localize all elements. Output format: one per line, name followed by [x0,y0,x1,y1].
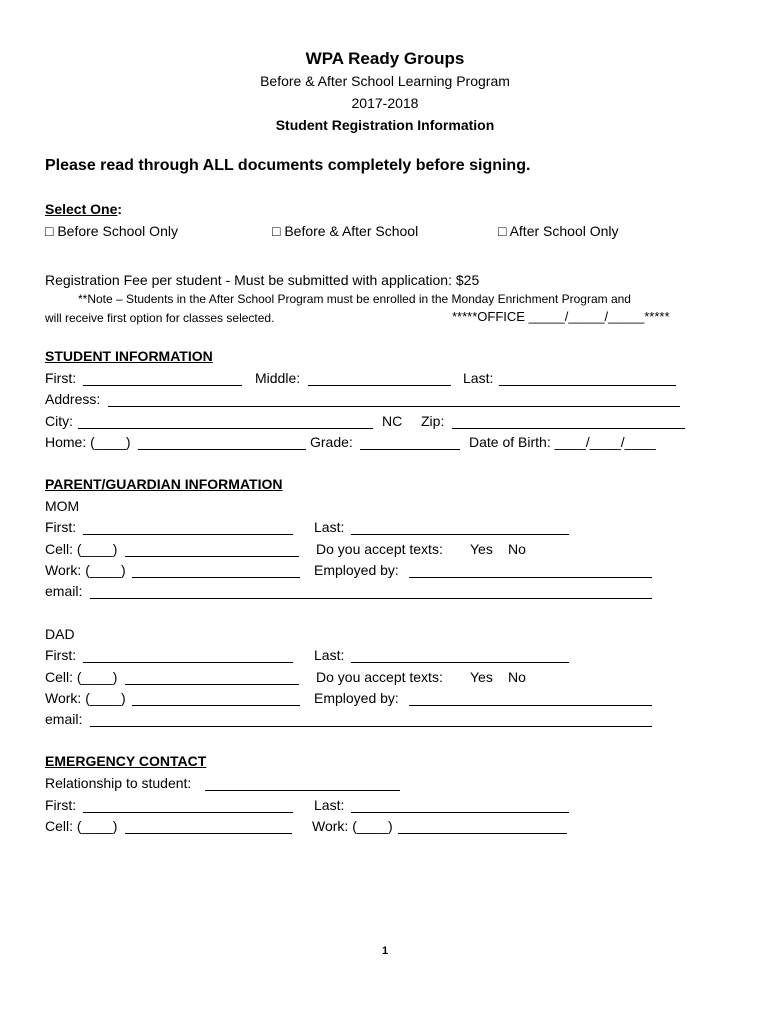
dad-employer-field[interactable] [409,705,652,706]
dad-cell-label: Cell: (____) [45,669,118,685]
dad-label: DAD [45,626,75,642]
mom-label: MOM [45,498,80,514]
student-last-label: Last: [463,370,494,386]
option-after-school[interactable]: □ After School Only [498,223,619,239]
emergency-work-field[interactable] [398,833,567,834]
state-label: NC [382,413,403,429]
mom-work-field[interactable] [132,577,300,578]
dad-work-field[interactable] [132,705,300,706]
school-year: 2017-2018 [351,95,419,111]
parent-info-heading: PARENT/GUARDIAN INFORMATION [45,476,283,492]
mom-email-field[interactable] [90,598,652,599]
dad-texts-label: Do you accept texts: [316,669,443,685]
dad-texts-yes[interactable]: Yes [470,669,493,685]
mom-cell-label: Cell: (____) [45,541,118,557]
zip-label: Zip: [421,413,445,429]
zip-field[interactable] [452,428,685,429]
emergency-first-field[interactable] [83,812,293,813]
emergency-last-label: Last: [314,797,345,813]
student-first-field[interactable] [83,385,242,386]
form-title: WPA Ready Groups [305,49,465,68]
emergency-cell-field[interactable] [125,833,292,834]
option-before-school[interactable]: □ Before School Only [45,223,178,239]
signing-notice: Please read through ALL documents completely before signing. [45,157,531,174]
mom-first-field[interactable] [83,534,293,535]
dad-first-label: First: [45,647,77,663]
page-number: 1 [381,945,389,957]
mom-email-label: email: [45,583,83,599]
dad-cell-field[interactable] [125,684,299,685]
program-subtitle: Before & After School Learning Program [260,73,510,89]
student-last-field[interactable] [499,385,676,386]
mom-employer-field[interactable] [409,577,652,578]
home-phone-field[interactable] [138,449,306,450]
option-before-after-school[interactable]: □ Before & After School [272,223,419,239]
home-phone-label: Home: (____) [45,434,131,450]
registration-fee: Registration Fee per student - Must be submitted with application: $25 [45,272,480,288]
student-info-heading: STUDENT INFORMATION [45,348,213,364]
student-first-label: First: [45,370,77,386]
mom-texts-label: Do you accept texts: [316,541,443,557]
dad-first-field[interactable] [83,662,293,663]
emergency-cell-label: Cell: (____) [45,818,118,834]
grade-field[interactable] [360,449,460,450]
mom-work-label: Work: (____) [45,562,126,578]
city-field[interactable] [78,428,373,429]
emergency-first-label: First: [45,797,77,813]
mom-last-label: Last: [314,519,345,535]
dad-email-field[interactable] [90,726,652,727]
mom-last-field[interactable] [351,534,569,535]
dob-field[interactable]: Date of Birth: ____/____/____ [469,434,656,450]
address-field[interactable] [108,406,680,407]
dad-last-field[interactable] [351,662,569,663]
dad-employer-label: Employed by: [314,690,399,706]
mom-texts-yes[interactable]: Yes [470,541,493,557]
city-label: City: [45,413,73,429]
mom-employer-label: Employed by: [314,562,399,578]
registration-heading: Student Registration Information [275,117,495,133]
program-note-continued: will receive first option for classes selected. [45,311,275,325]
dad-last-label: Last: [314,647,345,663]
program-note: **Note – Students in the After School Program must be enrolled in the Monday Enrichment Program and [78,292,631,306]
emergency-contact-heading: EMERGENCY CONTACT [45,753,207,769]
address-label: Address: [45,391,101,407]
emergency-last-field[interactable] [351,812,569,813]
dad-email-label: email: [45,711,83,727]
mom-texts-no[interactable]: No [508,541,526,557]
relationship-label: Relationship to student: [45,775,192,791]
relationship-field[interactable] [205,790,400,791]
mom-cell-field[interactable] [125,556,299,557]
student-middle-field[interactable] [308,385,451,386]
dad-texts-no[interactable]: No [508,669,526,685]
dad-work-label: Work: (____) [45,690,126,706]
office-use: *****OFFICE _____/_____/_____***** [452,309,670,324]
select-one-label: Select One: [45,201,123,217]
student-middle-label: Middle: [255,370,301,386]
mom-first-label: First: [45,519,77,535]
grade-label: Grade: [310,434,353,450]
emergency-work-label: Work: (____) [312,818,393,834]
